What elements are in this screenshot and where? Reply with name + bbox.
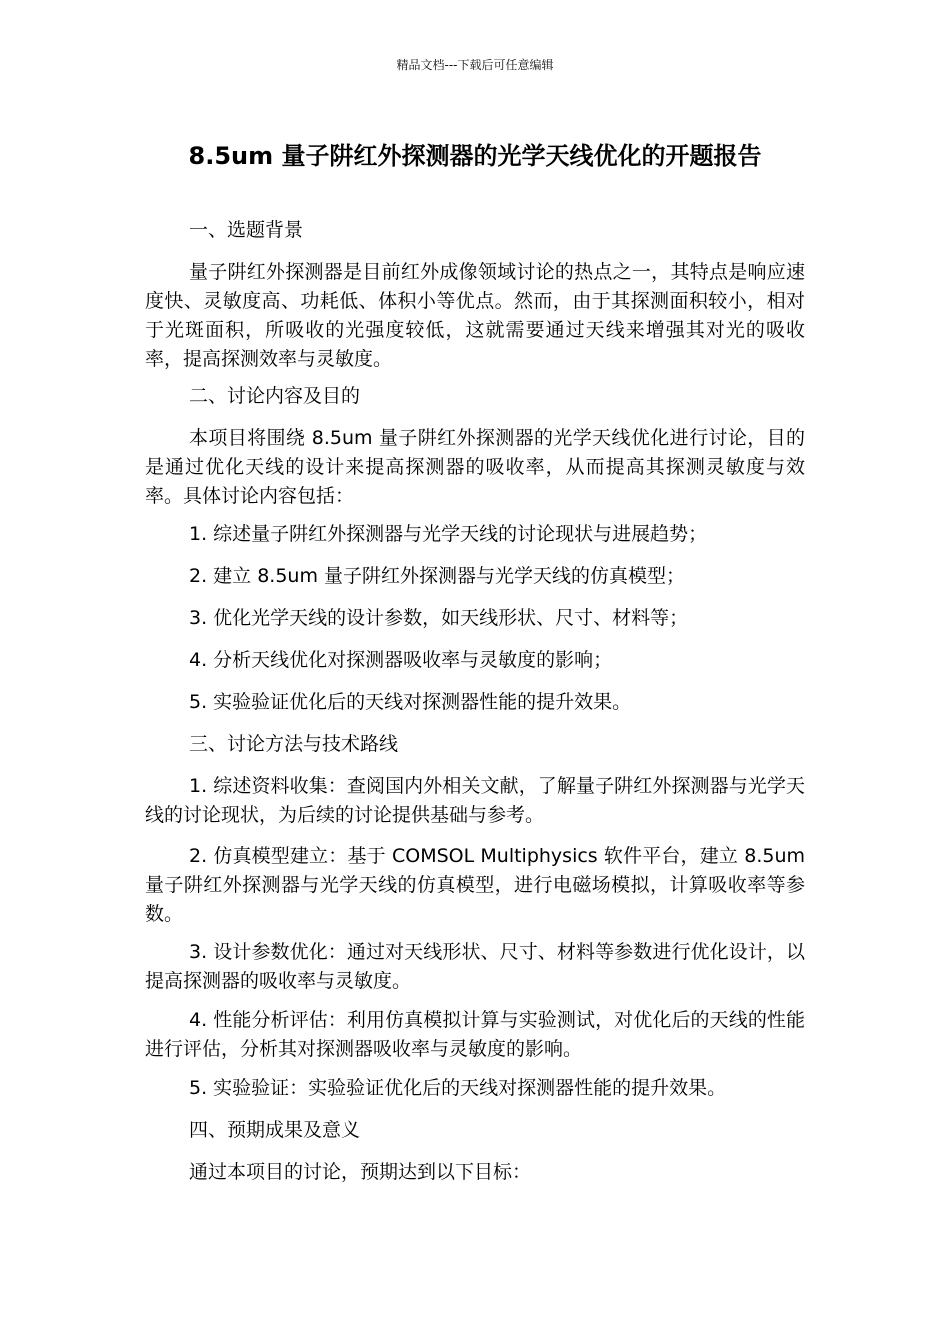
method-item-5: 5. 实验验证：实验验证优化后的天线对探测器性能的提升效果。 [189,1077,727,1099]
method-item-2: 2. 仿真模型建立：基于 COMSOL Multiphysics 软件平台，建立 8.5um 量子阱红外探测器与光学天线的仿真模型，进行电磁场模拟，计算吸收率等参数。 [145,845,805,925]
content-item-3: 3. 优化光学天线的设计参数，如天线形状、尺寸、材料等； [189,607,689,629]
section-heading-methods: 三、讨论方法与技术路线 [189,733,399,755]
content-item-2: 2. 建立 8.5um 量子阱红外探测器与光学天线的仿真模型； [189,565,686,587]
section-heading-background: 一、选题背景 [189,219,304,241]
outcomes-paragraph: 通过本项目的讨论，预期达到以下目标： [189,1161,532,1183]
background-paragraph: 量子阱红外探测器是目前红外成像领域讨论的热点之一，其特点是响应速度快、灵敏度高、功耗低、体积小等优点。然而，由于其探测面积较小，相对于光斑面积，所吸收的光强度较低，这就需要通过天线来增强其对光的吸收率，提高探测效率与灵敏度。 [145,261,805,370]
section-heading-content: 二、讨论内容及目的 [189,385,361,407]
section-heading-outcomes: 四、预期成果及意义 [189,1119,361,1141]
content-item-1: 1. 综述量子阱红外探测器与光学天线的讨论现状与进展趋势； [189,523,708,545]
content-item-4: 4. 分析天线优化对探测器吸收率与灵敏度的影响； [189,649,613,671]
method-item-4: 4. 性能分析评估：利用仿真模拟计算与实验测试，对优化后的天线的性能进行评估，分析其对探测器吸收率与灵敏度的影响。 [145,1009,805,1060]
document-title: 8.5um 量子阱红外探测器的光学天线优化的开题报告 [188,142,762,170]
method-item-3: 3. 设计参数优化：通过对天线形状、尺寸、材料等参数进行优化设计，以提高探测器的吸收率与灵敏度。 [145,941,805,992]
content-item-5: 5. 实验验证优化后的天线对探测器性能的提升效果。 [189,691,632,713]
header-note: 精品文档---下载后可任意编辑 [396,58,554,72]
content-paragraph: 本项目将围绕 8.5um 量子阱红外探测器的光学天线优化进行讨论，目的是通过优化天线的设计来提高探测器的吸收率，从而提高其探测灵敏度与效率。具体讨论内容包括： [145,427,805,507]
method-item-1: 1. 综述资料收集：查阅国内外相关文献，了解量子阱红外探测器与光学天线的讨论现状，为后续的讨论提供基础与参考。 [145,775,805,826]
